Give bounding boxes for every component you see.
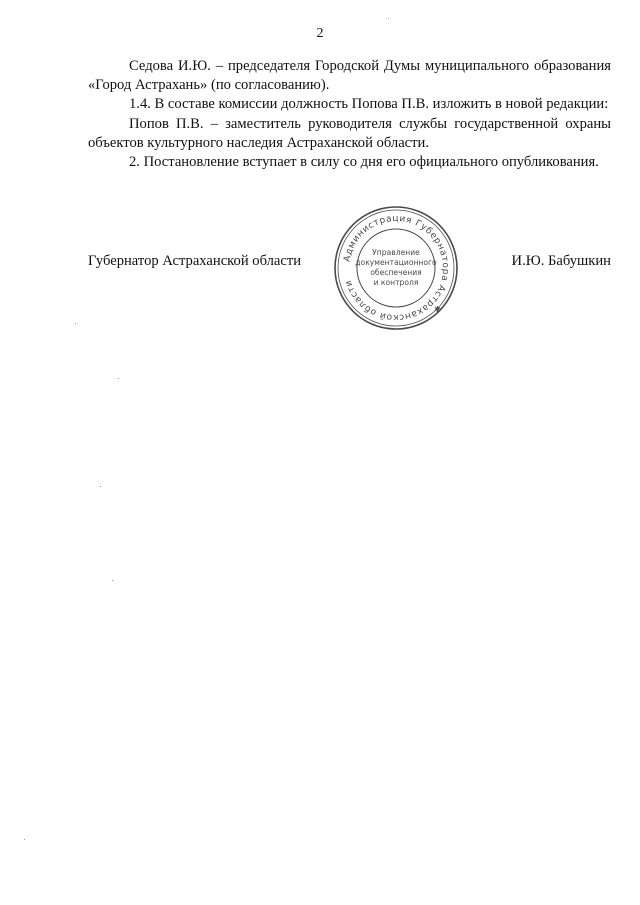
scan-speck [388,18,389,19]
seal-stamp-graphic [331,203,461,333]
seal-center-line: и контроля [373,278,419,287]
scan-speck [112,580,113,581]
paragraph-amendment-1-4: 1.4. В составе комиссии должность Попова П.В. изложить в новой редакции: [129,96,609,113]
seal-center-line: обеспечения [370,268,422,277]
scan-speck [24,839,25,840]
paragraph-effective-date: 2. Постановление вступает в силу со дня его официального опубликования. [129,154,599,171]
paragraph-member-popov: Попов П.В. – заместитель руководителя службы государственной охраны объектов культурного наследия Астраханской области. [88,115,611,151]
scan-speck [100,486,101,487]
official-seal [331,203,461,333]
document-body [88,57,611,172]
paragraph-member-sedova: Седова И.Ю. – председателя Городской Думы муниципального образования «Город Астрахань» (по согласованию). [88,58,611,94]
seal-center-line: Управление [372,248,420,257]
seal-center-line: документационного [355,258,437,267]
scan-speck [118,378,119,379]
page-number: 2 [316,26,324,41]
signer-name: И.Ю. Бабушкин [511,253,611,269]
seal-star-icon: ✱ [434,305,441,314]
seal-ring-text: Администрация Губернатора Астраханской области [342,213,451,323]
scan-speck [75,323,76,324]
signer-position: Губернатор Астраханской области [88,253,302,269]
